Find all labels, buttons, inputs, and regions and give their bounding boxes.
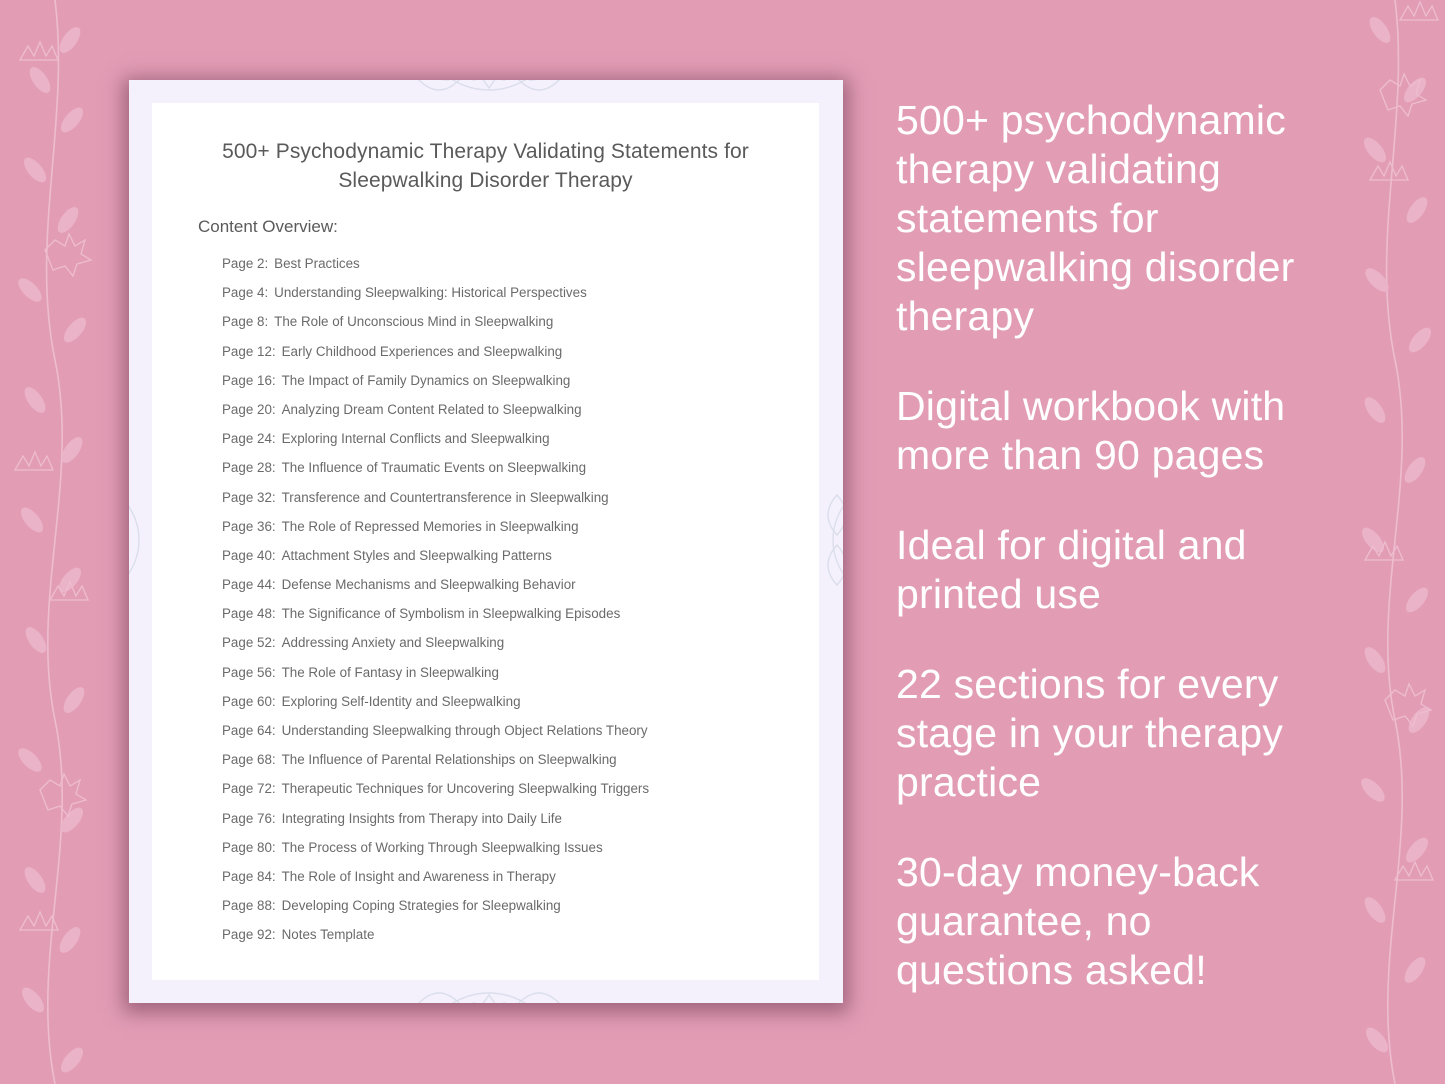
mandala-icon <box>817 455 843 625</box>
toc-page-number: Page 44: <box>222 577 276 593</box>
toc-page-number: Page 80: <box>222 839 276 855</box>
toc-title: Understanding Sleepwalking: Historical Perspectives <box>274 285 587 301</box>
toc-item <box>222 926 649 955</box>
toc-title: Early Childhood Experiences and Sleepwalking <box>281 343 563 359</box>
toc-title: The Role of Unconscious Mind in Sleepwalking <box>274 314 554 330</box>
floral-vine-icon <box>0 0 110 1084</box>
toc-item <box>222 576 649 605</box>
toc-page-number: Page 88: <box>222 898 276 914</box>
toc-page-number: Page 36: <box>222 518 276 534</box>
toc-page-number: Page 56: <box>222 664 276 680</box>
document-title-line1: 500+ Psychodynamic Therapy Validating Statements for <box>222 140 749 163</box>
toc-title: The Role of Repressed Memories in Sleepwalking <box>281 518 579 534</box>
toc-page-number: Page 48: <box>222 606 276 622</box>
toc-item <box>222 664 649 693</box>
toc-page-number: Page 24: <box>222 431 276 447</box>
content-overview-label: Content Overview: <box>198 217 338 236</box>
toc-page-number: Page 2: <box>222 256 269 271</box>
feature-list <box>896 96 1336 1036</box>
toc-item <box>222 372 649 401</box>
floral-vine-icon <box>1335 0 1445 1084</box>
toc-page-number: Page 76: <box>222 810 276 826</box>
toc-item <box>222 868 649 897</box>
toc-page-number: Page 4: <box>222 285 269 301</box>
toc-page-number: Page 92: <box>222 927 276 943</box>
toc-item <box>222 693 649 722</box>
toc-item <box>222 489 649 518</box>
toc-item <box>222 547 649 576</box>
feature-page-count: Digital workbook with more than 90 pages <box>896 383 1286 478</box>
toc-title: The Role of Fantasy in Sleepwalking <box>281 664 499 680</box>
toc-item <box>222 518 649 547</box>
table-of-contents <box>222 255 649 956</box>
feature-sections: 22 sections for every stage in your therapy practice <box>896 661 1284 805</box>
toc-title: Analyzing Dream Content Related to Sleepwalking <box>281 401 582 417</box>
toc-item <box>222 751 649 780</box>
toc-title: The Process of Working Through Sleepwalking Issues <box>281 839 603 855</box>
document-title-line2: Sleepwalking Disorder Therapy <box>338 169 633 192</box>
document-title <box>152 137 819 195</box>
toc-item <box>222 313 649 342</box>
toc-item <box>222 401 649 430</box>
toc-title: Transference and Countertransference in Sleepwalking <box>281 489 609 505</box>
toc-page-number: Page 72: <box>222 781 276 797</box>
toc-page-number: Page 64: <box>222 723 276 738</box>
toc-title: Attachment Styles and Sleepwalking Patterns <box>281 547 552 563</box>
toc-page-number: Page 12: <box>222 343 276 359</box>
toc-title: Defense Mechanisms and Sleepwalking Behavior <box>281 577 576 593</box>
toc-item <box>222 897 649 926</box>
toc-title: Developing Coping Strategies for Sleepwalking <box>281 898 561 914</box>
page-content <box>152 103 819 980</box>
toc-page-number: Page 20: <box>222 401 276 417</box>
toc-item <box>222 605 649 634</box>
toc-page-number: Page 84: <box>222 868 276 884</box>
toc-title: The Role of Insight and Awareness in Therapy <box>281 868 556 884</box>
toc-item <box>222 780 649 809</box>
toc-item <box>222 810 649 839</box>
toc-item <box>222 255 649 284</box>
toc-item <box>222 634 649 663</box>
feature-guarantee: 30-day money-back guarantee, no questions asked! <box>896 849 1260 993</box>
toc-item <box>222 839 649 868</box>
mandala-icon <box>379 80 599 104</box>
toc-title: Therapeutic Techniques for Uncovering Sleepwalking Triggers <box>281 781 650 797</box>
toc-title: The Influence of Traumatic Events on Sleepwalking <box>281 460 587 476</box>
toc-title: The Influence of Parental Relationships on Sleepwalking <box>281 752 617 768</box>
feature-statements: 500+ psychodynamic therapy validating statements for sleepwalking disorder therapy <box>896 97 1295 339</box>
toc-title: Exploring Internal Conflicts and Sleepwalking <box>281 431 550 447</box>
toc-title: Best Practices <box>274 256 360 271</box>
toc-title: Exploring Self-Identity and Sleepwalking <box>281 693 521 709</box>
toc-page-number: Page 60: <box>222 693 276 709</box>
document-page-preview <box>129 80 843 1003</box>
toc-page-number: Page 52: <box>222 635 276 651</box>
toc-title: The Significance of Symbolism in Sleepwalking Episodes <box>281 606 621 622</box>
toc-item <box>222 343 649 372</box>
toc-title: Integrating Insights from Therapy into Daily Life <box>281 810 562 826</box>
toc-page-number: Page 16: <box>222 372 276 388</box>
feature-usage: Ideal for digital and printed use <box>896 522 1247 617</box>
toc-item <box>222 459 649 488</box>
toc-page-number: Page 8: <box>222 314 269 330</box>
toc-page-number: Page 40: <box>222 547 276 563</box>
toc-page-number: Page 32: <box>222 489 276 505</box>
mandala-icon <box>379 979 599 1003</box>
toc-item <box>222 722 649 751</box>
toc-title: Addressing Anxiety and Sleepwalking <box>281 635 505 651</box>
toc-title: Understanding Sleepwalking through Object Relations Theory <box>281 723 648 738</box>
toc-title: The Impact of Family Dynamics on Sleepwalking <box>281 372 571 388</box>
toc-item <box>222 430 649 459</box>
toc-page-number: Page 28: <box>222 460 276 476</box>
toc-page-number: Page 68: <box>222 752 276 768</box>
toc-item <box>222 284 649 313</box>
toc-title: Notes Template <box>281 927 375 943</box>
